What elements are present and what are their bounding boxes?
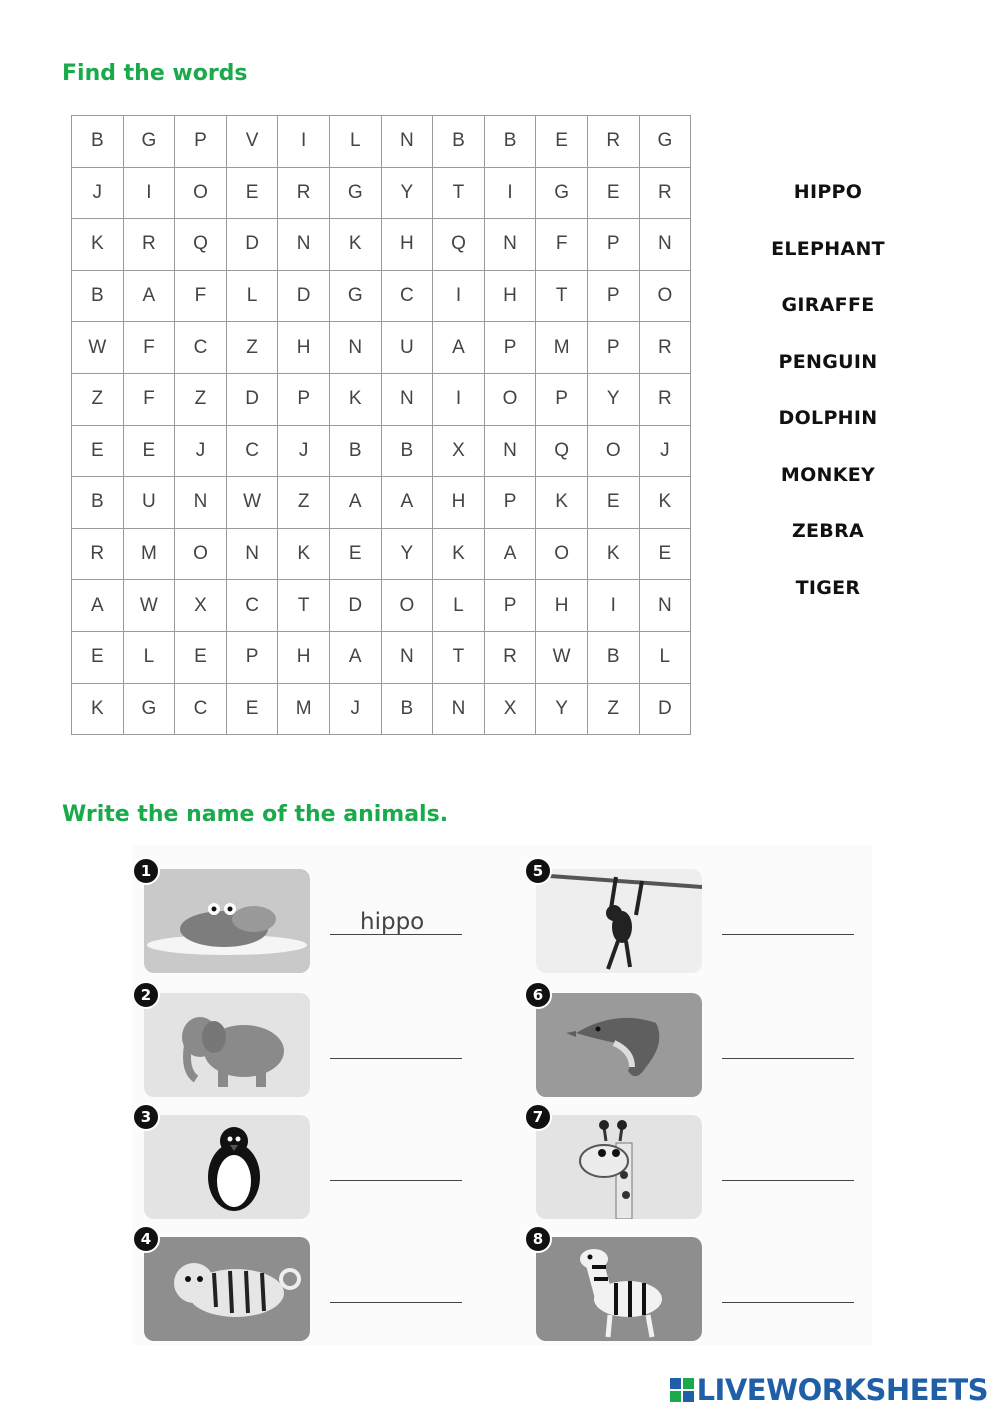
grid-cell[interactable]: Y — [381, 167, 433, 219]
grid-cell[interactable]: L — [226, 270, 278, 322]
grid-cell[interactable]: Z — [226, 322, 278, 374]
grid-cell[interactable]: O — [587, 425, 639, 477]
grid-cell[interactable]: J — [278, 425, 330, 477]
grid-cell[interactable]: N — [278, 219, 330, 271]
grid-cell[interactable]: N — [226, 528, 278, 580]
grid-row — [72, 167, 691, 219]
grid-cell[interactable]: V — [226, 116, 278, 168]
grid-cell[interactable]: P — [587, 322, 639, 374]
grid-cell[interactable]: G — [329, 270, 381, 322]
hippo-image — [144, 869, 310, 973]
grid-cell[interactable]: O — [381, 580, 433, 632]
grid-cell[interactable]: O — [175, 528, 227, 580]
grid-cell[interactable]: C — [226, 425, 278, 477]
animal-exercise — [132, 845, 872, 1345]
grid-cell[interactable]: P — [175, 116, 227, 168]
animal-item-4 — [132, 1225, 472, 1335]
grid-cell[interactable]: O — [175, 167, 227, 219]
grid-cell[interactable]: I — [278, 116, 330, 168]
grid-cell[interactable]: P — [484, 477, 536, 529]
grid-cell[interactable]: R — [587, 116, 639, 168]
write-names-heading: Write the name of the animals. — [62, 802, 449, 827]
grid-cell[interactable]: E — [587, 167, 639, 219]
grid-cell[interactable]: R — [639, 373, 691, 425]
grid-cell[interactable]: E — [329, 528, 381, 580]
grid-cell[interactable]: H — [536, 580, 588, 632]
grid-cell[interactable]: X — [433, 425, 485, 477]
item-number-badge: 7 — [524, 1103, 552, 1131]
grid-cell[interactable]: N — [381, 116, 433, 168]
animal-item-6 — [524, 981, 864, 1091]
grid-cell[interactable]: C — [381, 270, 433, 322]
grid-cell[interactable]: Q — [175, 219, 227, 271]
grid-cell[interactable]: K — [639, 477, 691, 529]
item-number-badge: 3 — [132, 1103, 160, 1131]
grid-cell[interactable]: N — [639, 219, 691, 271]
grid-cell[interactable]: T — [433, 167, 485, 219]
grid-cell[interactable]: H — [381, 219, 433, 271]
word-list-item: TIGER — [795, 576, 861, 599]
word-search-grid — [71, 115, 691, 735]
answer-field-4[interactable] — [330, 1277, 462, 1303]
grid-cell[interactable]: J — [175, 425, 227, 477]
grid-cell[interactable]: M — [123, 528, 175, 580]
grid-cell[interactable]: N — [329, 322, 381, 374]
grid-cell[interactable]: H — [484, 270, 536, 322]
grid-cell[interactable]: R — [123, 219, 175, 271]
grid-cell[interactable]: B — [484, 116, 536, 168]
grid-cell[interactable]: P — [484, 322, 536, 374]
grid-cell[interactable]: I — [433, 373, 485, 425]
grid-cell[interactable]: T — [278, 580, 330, 632]
grid-cell[interactable]: E — [639, 528, 691, 580]
grid-row — [72, 477, 691, 529]
word-list — [748, 181, 908, 633]
word-list-item: DOLPHIN — [778, 407, 878, 429]
grid-cell[interactable]: N — [484, 219, 536, 271]
grid-row — [72, 322, 691, 374]
animal-item-8 — [524, 1225, 864, 1335]
grid-cell[interactable]: P — [278, 373, 330, 425]
grid-cell[interactable]: J — [72, 167, 124, 219]
grid-row — [72, 631, 691, 683]
item-number-badge: 1 — [132, 857, 160, 885]
grid-cell[interactable]: H — [433, 477, 485, 529]
grid-cell[interactable]: L — [329, 116, 381, 168]
grid-cell[interactable]: O — [484, 373, 536, 425]
grid-cell[interactable]: N — [381, 373, 433, 425]
grid-cell[interactable]: K — [536, 477, 588, 529]
grid-cell[interactable]: C — [175, 322, 227, 374]
grid-cell[interactable]: L — [639, 631, 691, 683]
grid-cell[interactable]: P — [226, 631, 278, 683]
grid-cell[interactable]: E — [72, 631, 124, 683]
grid-cell[interactable]: H — [278, 631, 330, 683]
grid-cell[interactable]: N — [175, 477, 227, 529]
grid-cell[interactable]: X — [484, 683, 536, 735]
grid-cell[interactable]: J — [639, 425, 691, 477]
grid-cell[interactable]: B — [72, 270, 124, 322]
item-number-badge: 6 — [524, 981, 552, 1009]
item-number-badge: 5 — [524, 857, 552, 885]
grid-cell[interactable]: G — [639, 116, 691, 168]
grid-cell[interactable]: E — [123, 425, 175, 477]
grid-cell[interactable]: N — [639, 580, 691, 632]
liveworksheets-mark-icon — [669, 1377, 695, 1403]
answer-field-2[interactable] — [330, 1033, 462, 1059]
grid-cell[interactable]: I — [587, 580, 639, 632]
animal-item-2 — [132, 981, 472, 1091]
grid-cell[interactable]: N — [433, 683, 485, 735]
tiger-image — [144, 1237, 310, 1341]
grid-cell[interactable]: F — [123, 322, 175, 374]
grid-cell[interactable]: I — [123, 167, 175, 219]
grid-cell[interactable]: W — [72, 322, 124, 374]
grid-cell[interactable]: U — [381, 322, 433, 374]
grid-cell[interactable]: L — [123, 631, 175, 683]
word-list-item: HIPPO — [793, 181, 863, 203]
grid-cell[interactable]: N — [484, 425, 536, 477]
answer-field-6[interactable] — [722, 1033, 854, 1059]
word-list-item: GIRAFFE — [781, 294, 875, 316]
item-number-badge: 2 — [132, 981, 160, 1009]
grid-cell[interactable]: Y — [381, 528, 433, 580]
animal-item-1 — [132, 857, 472, 967]
grid-cell[interactable]: C — [175, 683, 227, 735]
liveworksheets-logo — [669, 1374, 988, 1406]
grid-cell[interactable]: K — [433, 528, 485, 580]
grid-cell[interactable]: B — [329, 425, 381, 477]
grid-cell[interactable]: K — [278, 528, 330, 580]
item-number-badge: 8 — [524, 1225, 552, 1253]
grid-cell[interactable]: D — [278, 270, 330, 322]
grid-cell[interactable]: R — [639, 167, 691, 219]
penguin-image — [144, 1115, 310, 1219]
grid-cell[interactable]: A — [123, 270, 175, 322]
word-list-item: PENGUIN — [778, 350, 878, 373]
grid-cell[interactable]: E — [72, 425, 124, 477]
grid-cell[interactable]: Y — [536, 683, 588, 735]
grid-cell[interactable]: P — [536, 373, 588, 425]
grid-cell[interactable]: O — [639, 270, 691, 322]
grid-cell[interactable]: G — [123, 116, 175, 168]
grid-cell[interactable]: O — [536, 528, 588, 580]
grid-cell[interactable]: R — [278, 167, 330, 219]
grid-cell[interactable]: R — [72, 528, 124, 580]
grid-row — [72, 116, 691, 168]
grid-cell[interactable]: A — [329, 631, 381, 683]
grid-cell[interactable]: E — [587, 477, 639, 529]
grid-cell[interactable]: D — [639, 683, 691, 735]
grid-cell[interactable]: M — [278, 683, 330, 735]
grid-row — [72, 219, 691, 271]
grid-cell[interactable]: K — [72, 219, 124, 271]
answer-field-8[interactable] — [722, 1277, 854, 1303]
elephant-image — [144, 993, 310, 1097]
grid-cell[interactable]: Y — [587, 373, 639, 425]
grid-cell[interactable]: D — [226, 219, 278, 271]
logo-text: LIVEWORKSHEETS — [696, 1373, 988, 1407]
grid-cell[interactable]: G — [123, 683, 175, 735]
grid-cell[interactable]: W — [226, 477, 278, 529]
answer-field-7[interactable] — [722, 1155, 854, 1181]
grid-cell[interactable]: Q — [536, 425, 588, 477]
grid-cell[interactable]: D — [226, 373, 278, 425]
grid-cell[interactable]: Q — [433, 219, 485, 271]
grid-cell[interactable]: E — [536, 116, 588, 168]
grid-cell[interactable]: F — [175, 270, 227, 322]
find-words-heading: Find the words — [62, 61, 248, 86]
grid-cell[interactable]: X — [175, 580, 227, 632]
grid-cell[interactable]: C — [226, 580, 278, 632]
grid-row — [72, 373, 691, 425]
grid-cell[interactable]: Z — [175, 373, 227, 425]
grid-cell[interactable]: P — [587, 270, 639, 322]
grid-cell[interactable]: A — [329, 477, 381, 529]
dolphin-image — [536, 993, 702, 1097]
grid-cell[interactable]: E — [226, 167, 278, 219]
grid-cell[interactable]: P — [587, 219, 639, 271]
animal-item-7 — [524, 1103, 864, 1213]
grid-row — [72, 528, 691, 580]
grid-cell[interactable]: B — [72, 477, 124, 529]
animal-item-3 — [132, 1103, 472, 1213]
grid-cell[interactable]: G — [536, 167, 588, 219]
grid-cell[interactable]: A — [72, 580, 124, 632]
grid-cell[interactable]: Z — [587, 683, 639, 735]
grid-cell[interactable]: R — [639, 322, 691, 374]
answer-field-1[interactable]: hippo — [330, 909, 462, 935]
grid-cell[interactable]: G — [329, 167, 381, 219]
grid-cell[interactable]: W — [123, 580, 175, 632]
grid-cell[interactable]: B — [72, 116, 124, 168]
grid-cell[interactable]: Z — [72, 373, 124, 425]
grid-cell[interactable]: Z — [278, 477, 330, 529]
grid-cell[interactable]: H — [278, 322, 330, 374]
grid-cell[interactable]: D — [329, 580, 381, 632]
grid-cell[interactable]: A — [433, 322, 485, 374]
answer-field-3[interactable] — [330, 1155, 462, 1181]
grid-cell[interactable]: R — [484, 631, 536, 683]
grid-cell[interactable]: P — [484, 580, 536, 632]
grid-cell[interactable]: M — [536, 322, 588, 374]
grid-cell[interactable]: A — [381, 477, 433, 529]
grid-cell[interactable]: B — [381, 683, 433, 735]
grid-cell[interactable]: F — [123, 373, 175, 425]
item-number-badge: 4 — [132, 1225, 160, 1253]
grid-row — [72, 580, 691, 632]
grid-cell[interactable]: K — [329, 219, 381, 271]
grid-cell[interactable]: K — [587, 528, 639, 580]
word-list-item: ELEPHANT — [771, 237, 885, 260]
grid-cell[interactable]: I — [433, 270, 485, 322]
grid-cell[interactable]: B — [433, 116, 485, 168]
grid-cell[interactable]: A — [484, 528, 536, 580]
animal-item-5 — [524, 857, 864, 967]
grid-cell[interactable]: W — [536, 631, 588, 683]
grid-cell[interactable]: T — [536, 270, 588, 322]
grid-cell[interactable]: E — [175, 631, 227, 683]
grid-cell[interactable]: T — [433, 631, 485, 683]
grid-row — [72, 425, 691, 477]
grid-row — [72, 270, 691, 322]
giraffe-image — [536, 1115, 702, 1219]
zebra-image — [536, 1237, 702, 1341]
grid-cell[interactable]: B — [587, 631, 639, 683]
word-list-item: ZEBRA — [791, 520, 865, 542]
grid-cell[interactable]: F — [536, 219, 588, 271]
answer-field-5[interactable] — [722, 909, 854, 935]
grid-row — [72, 683, 691, 735]
grid-cell[interactable]: K — [329, 373, 381, 425]
grid-cell[interactable]: K — [72, 683, 124, 735]
grid-cell[interactable]: B — [381, 425, 433, 477]
monkey-image — [536, 869, 702, 973]
grid-cell[interactable]: I — [484, 167, 536, 219]
grid-cell[interactable]: N — [381, 631, 433, 683]
grid-cell[interactable]: L — [433, 580, 485, 632]
grid-cell[interactable]: E — [226, 683, 278, 735]
grid-cell[interactable]: U — [123, 477, 175, 529]
grid-cell[interactable]: J — [329, 683, 381, 735]
word-list-item: MONKEY — [780, 463, 876, 486]
